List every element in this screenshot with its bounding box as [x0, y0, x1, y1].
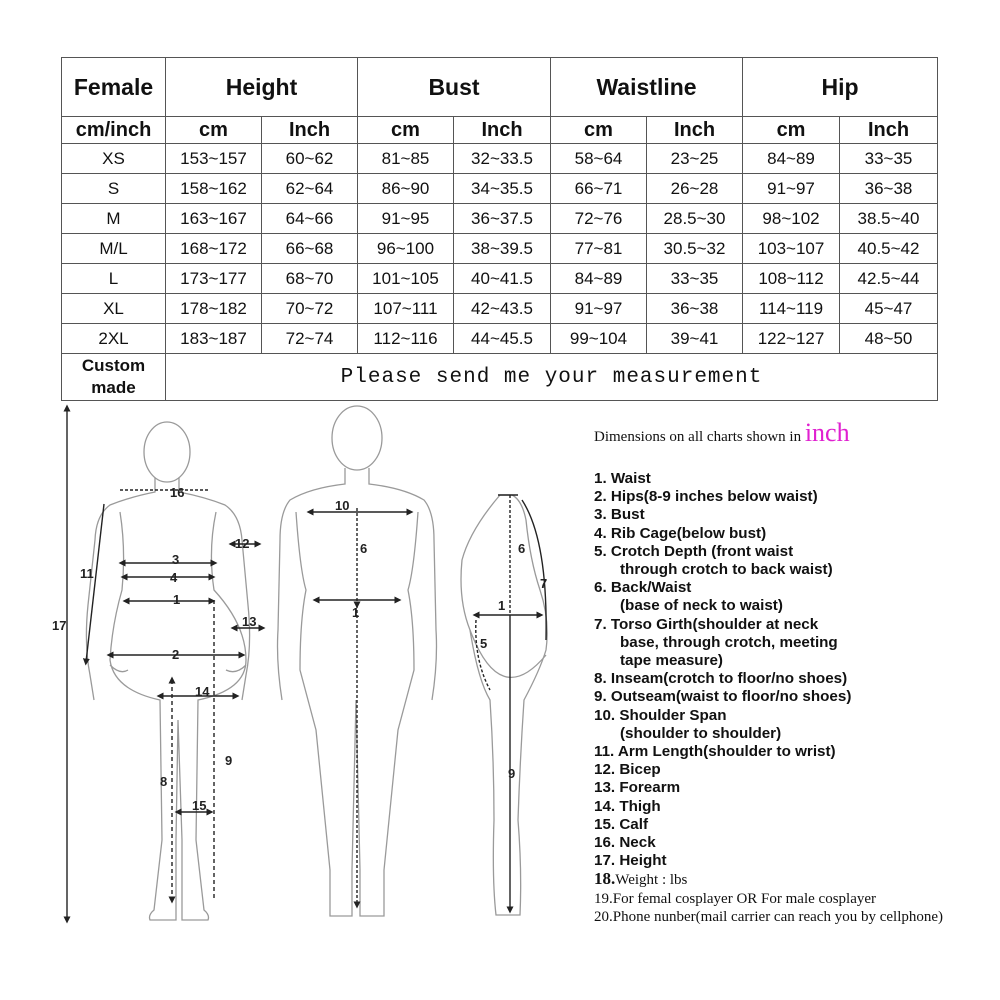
legend-item: 8. Inseam(crotch to floor/no shoes): [594, 670, 848, 688]
table-cell: 30.5~32: [647, 234, 743, 264]
table-cell: 183~187: [166, 324, 262, 354]
table-row: [62, 174, 938, 204]
table-cell: 58~64: [551, 144, 647, 174]
table-cell: 114~119: [743, 294, 840, 324]
table-cell: 96~100: [358, 234, 454, 264]
label-9-front: 9: [225, 753, 233, 768]
table-cell: 91~97: [743, 174, 840, 204]
table-cell: 66~71: [551, 174, 647, 204]
table-cell: 45~47: [840, 294, 938, 324]
legend-item: 11. Arm Length(shoulder to wrist): [594, 743, 836, 761]
table-cell: 173~177: [166, 264, 262, 294]
label-14: 14: [195, 684, 210, 699]
table-cell: 66~68: [262, 234, 358, 264]
label-5: 5: [480, 636, 488, 651]
corner-female: Female: [62, 58, 166, 117]
label-16: 16: [170, 485, 185, 500]
legend-item: 10. Shoulder Span: [594, 706, 727, 724]
unit-header: Inch: [262, 117, 358, 144]
legend-item: 14. Thigh: [594, 797, 661, 815]
table-row: [62, 144, 938, 174]
legend-text: 20.Phone nunber(mail carrier can reach you by cellphone): [594, 908, 944, 925]
size-label: M/L: [62, 234, 166, 264]
unit-header: cm: [743, 117, 840, 144]
label-6-side: 6: [518, 541, 526, 556]
table-cell: 91~95: [358, 204, 454, 234]
table-cell: 108~112: [743, 264, 840, 294]
group-waistline: Waistline: [551, 58, 743, 117]
table-cell: 38.5~40: [840, 204, 938, 234]
table-cell: 84~89: [743, 144, 840, 174]
legend-item: 5. Crotch Depth (front waist: [594, 542, 794, 560]
legend-number: 18.: [594, 869, 616, 889]
size-label: M: [62, 204, 166, 234]
label-10: 10: [335, 498, 350, 513]
legend-item: 7. Torso Girth(shoulder at neck: [594, 615, 819, 633]
legend-item: 1. Waist: [594, 470, 651, 487]
table-cell: 40~41.5: [454, 264, 551, 294]
table-cell: 77~81: [551, 234, 647, 264]
table-cell: 84~89: [551, 264, 647, 294]
unit-header: Inch: [454, 117, 551, 144]
custom-message: Please send me your measurement: [166, 354, 938, 401]
legend-item: 17. Height: [594, 852, 667, 870]
table-cell: 64~66: [262, 204, 358, 234]
table-row: [62, 234, 938, 264]
table-row: [62, 264, 938, 294]
note-text: Dimensions on all charts shown in: [594, 429, 805, 445]
legend-item: [594, 890, 943, 908]
custom-row: [62, 354, 938, 401]
table-cell: 36~38: [840, 174, 938, 204]
legend-item: 3. Bust: [594, 506, 645, 524]
table-cell: 44~45.5: [454, 324, 551, 354]
dimensions-note: [594, 418, 850, 448]
legend-item: tape measure): [620, 652, 723, 670]
legend-item: (base of neck to waist): [620, 597, 783, 615]
table-cell: 112~116: [358, 324, 454, 354]
table-cell: 178~182: [166, 294, 262, 324]
table-cell: 103~107: [743, 234, 840, 264]
table-cell: 62~64: [262, 174, 358, 204]
label-17: 17: [52, 618, 67, 633]
label-1: 1: [173, 592, 181, 607]
unit-header: Inch: [647, 117, 743, 144]
label-4: 4: [170, 570, 178, 585]
legend-item: 9. Outseam(waist to floor/no shoes): [594, 688, 852, 706]
table-row: [62, 204, 938, 234]
label-2: 2: [172, 647, 180, 662]
size-label: 2XL: [62, 324, 166, 354]
table-cell: 153~157: [166, 144, 262, 174]
legend-item: 4. Rib Cage(below bust): [594, 524, 767, 542]
table-cell: 81~85: [358, 144, 454, 174]
label-12: 12: [235, 536, 250, 551]
note-unit: inch: [804, 418, 850, 447]
table-cell: 60~62: [262, 144, 358, 174]
legend-item: [594, 908, 943, 926]
table-cell: 42.5~44: [840, 264, 938, 294]
unit-header: cm: [166, 117, 262, 144]
group-bust: Bust: [358, 58, 551, 117]
legend-item: base, through crotch, meeting: [620, 633, 838, 651]
label-9-side: 9: [508, 766, 516, 781]
table-cell: 48~50: [840, 324, 938, 354]
table-cell: 39~41: [647, 324, 743, 354]
label-13: 13: [242, 614, 257, 629]
legend-item: 12. Bicep: [594, 761, 661, 779]
unit-header: cm: [551, 117, 647, 144]
label-15: 15: [192, 798, 207, 813]
size-label: XS: [62, 144, 166, 174]
size-rows: [62, 144, 938, 354]
legend-item: 15. Calf: [594, 815, 649, 833]
label-3: 3: [172, 552, 180, 567]
size-label: L: [62, 264, 166, 294]
table-cell: 36~37.5: [454, 204, 551, 234]
legend-item: 2. Hips(8-9 inches below waist): [594, 488, 818, 506]
group-height: Height: [166, 58, 358, 117]
table-cell: 86~90: [358, 174, 454, 204]
legend-item: through crotch to back waist): [620, 561, 833, 579]
measurement-legend: [594, 470, 943, 926]
size-chart-table: [61, 57, 938, 401]
table-cell: 33~35: [647, 264, 743, 294]
legend-item: 16. Neck: [594, 834, 656, 852]
legend-item: [594, 870, 943, 889]
table-cell: 158~162: [166, 174, 262, 204]
table-cell: 38~39.5: [454, 234, 551, 264]
label-8: 8: [160, 774, 168, 789]
table-cell: 107~111: [358, 294, 454, 324]
legend-text: 19.For femal cosplayer OR For male cosplayer: [594, 890, 877, 907]
table-row: [62, 324, 938, 354]
custom-label-line1: Custom: [81, 356, 146, 375]
table-cell: 34~35.5: [454, 174, 551, 204]
unit-header: Inch: [840, 117, 938, 144]
table-cell: 32~33.5: [454, 144, 551, 174]
front-figure: [86, 422, 249, 920]
table-cell: 99~104: [551, 324, 647, 354]
label-11: 11: [80, 566, 94, 581]
corner-units: cm/inch: [62, 117, 166, 144]
label-6-back: 6: [360, 541, 368, 556]
table-cell: 98~102: [743, 204, 840, 234]
legend-item: 13. Forearm: [594, 779, 681, 797]
table-cell: 26~28: [647, 174, 743, 204]
legend-text: Weight : lbs: [615, 872, 688, 889]
custom-made-label: [62, 354, 166, 401]
unit-header: cm: [358, 117, 454, 144]
legend-item: (shoulder to shoulder): [620, 724, 782, 742]
size-label: S: [62, 174, 166, 204]
table-cell: 33~35: [840, 144, 938, 174]
table-cell: 72~76: [551, 204, 647, 234]
table-cell: 28.5~30: [647, 204, 743, 234]
table-cell: 168~172: [166, 234, 262, 264]
table-row: [62, 294, 938, 324]
table-cell: 36~38: [647, 294, 743, 324]
table-cell: 163~167: [166, 204, 262, 234]
group-hip: Hip: [743, 58, 938, 117]
table-cell: 42~43.5: [454, 294, 551, 324]
label-7: 7: [540, 576, 548, 591]
table-cell: 23~25: [647, 144, 743, 174]
custom-label-line2: made: [91, 378, 136, 397]
label-1-back: 1: [352, 605, 360, 620]
table-cell: 91~97: [551, 294, 647, 324]
table-cell: 68~70: [262, 264, 358, 294]
label-1-side: 1: [498, 598, 506, 613]
table-cell: 122~127: [743, 324, 840, 354]
table-cell: 70~72: [262, 294, 358, 324]
table-cell: 72~74: [262, 324, 358, 354]
table-cell: 40.5~42: [840, 234, 938, 264]
size-label: XL: [62, 294, 166, 324]
table-cell: 101~105: [358, 264, 454, 294]
legend-item: 6. Back/Waist: [594, 579, 692, 597]
side-figure: [461, 495, 547, 915]
